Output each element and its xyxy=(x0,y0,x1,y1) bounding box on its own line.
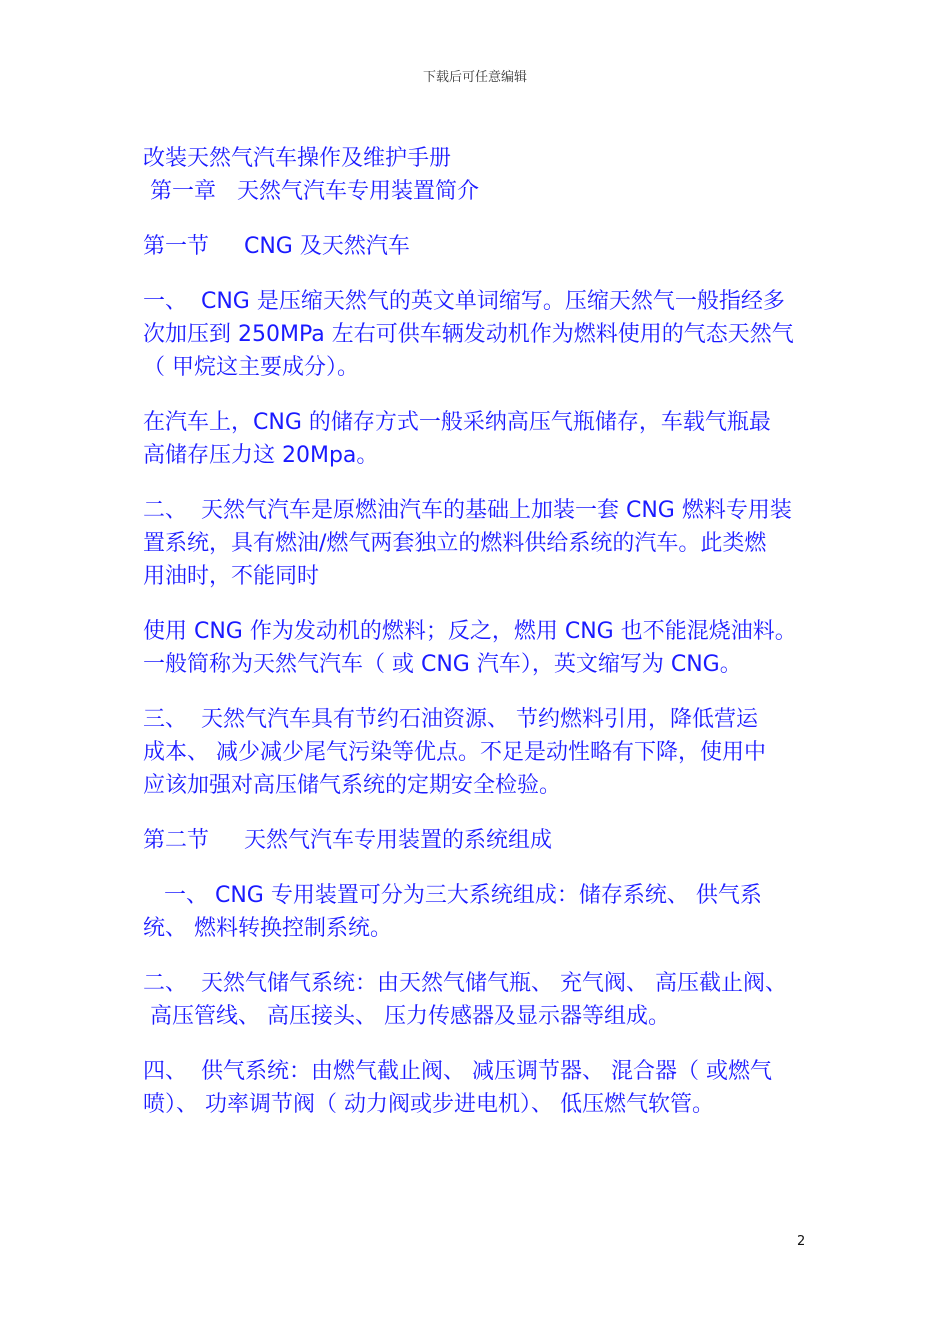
paragraph xyxy=(143,1055,823,1121)
paragraph-line: 一、 CNG 专用装置可分为三大系统组成：储存系统、 供气系 xyxy=(143,883,762,908)
section-heading: 第二节 天然气汽车专用装置的系统组成 xyxy=(143,828,552,853)
paragraph-line: （ 甲烷这主要成分）。 xyxy=(143,355,359,380)
paragraph-line: 三、 天然气汽车具有节约石油资源、 节约燃料引用，降低营运 xyxy=(143,707,758,732)
paragraph-line: 在汽车上，CNG 的储存方式一般采纳高压气瓶储存，车载气瓶最 xyxy=(143,410,771,435)
paragraph xyxy=(143,703,823,802)
document-title: 改装天然气汽车操作及维护手册 xyxy=(143,146,452,171)
paragraph-line: 用油时，不能同时 xyxy=(143,564,320,589)
paragraph-line: 置系统，具有燃油/燃气两套独立的燃料供给系统的汽车。此类燃 xyxy=(143,531,767,556)
paragraph-line: 使用 CNG 作为发动机的燃料；反之，燃用 CNG 也不能混烧油料。 xyxy=(143,619,797,644)
paragraph-line: 高压管线、 高压接头、 压力传感器及显示器等组成。 xyxy=(143,1004,670,1029)
page-header: 下载后可任意编辑 xyxy=(422,70,527,85)
paragraph-line: 成本、 减少减少尾气污染等优点。不足是动性略有下降，使用中 xyxy=(143,740,766,765)
paragraph xyxy=(143,494,823,593)
paragraph-line: 喷）、 功率调节阀（ 动力阀或步进电机）、 低压燃气软管。 xyxy=(143,1092,714,1117)
paragraph xyxy=(143,879,823,945)
paragraph-line: 一般简称为天然气汽车（ 或 CNG 汽车），英文缩写为 CNG。 xyxy=(143,652,742,677)
paragraph-line: 二、 天然气汽车是原燃油汽车的基础上加装一套 CNG 燃料专用装 xyxy=(143,498,792,523)
paragraph xyxy=(143,967,823,1033)
paragraph-line: 四、 供气系统：由燃气截止阀、 减压调节器、 混合器（ 或燃气 xyxy=(143,1059,772,1084)
chapter-heading: 第一章 天然气汽车专用装置简介 xyxy=(143,179,479,204)
paragraph-line: 一、 CNG 是压缩天然气的英文单词缩写。压缩天然气一般指经多 xyxy=(143,289,785,314)
paragraph-line: 次加压到 250MPa 左右可供车辆发动机作为燃料使用的气态天然气 xyxy=(143,322,794,347)
paragraph-line: 二、 天然气储气系统：由天然气储气瓶、 充气阀、 高压截止阀、 xyxy=(143,971,787,996)
paragraph xyxy=(143,615,823,681)
paragraph xyxy=(143,406,823,472)
paragraph-line: 统、 燃料转换控制系统。 xyxy=(143,916,392,941)
page-number: 2 xyxy=(797,1234,806,1249)
paragraph-line: 高储存压力这 20Mpa。 xyxy=(143,443,379,468)
paragraph xyxy=(143,285,823,384)
section-heading: 第一节 CNG 及天然汽车 xyxy=(143,234,410,259)
paragraph-line: 应该加强对高压储气系统的定期安全检验。 xyxy=(143,773,562,798)
document-body xyxy=(143,142,823,1121)
